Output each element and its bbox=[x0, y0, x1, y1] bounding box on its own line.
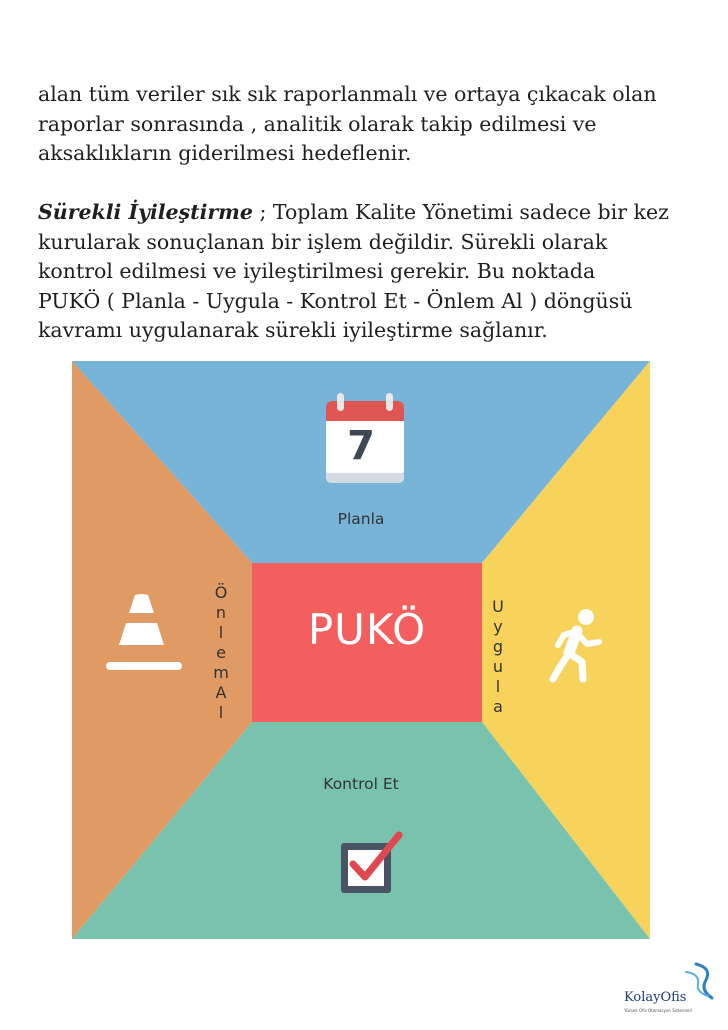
check-label: Kontrol Et bbox=[323, 775, 399, 793]
paragraph-intro bbox=[38, 80, 728, 169]
do-label-letter: l bbox=[495, 677, 501, 696]
text-line bbox=[38, 198, 728, 228]
center-label: PUKÖ bbox=[307, 605, 427, 654]
logo-tagline: Yüksek Ofis Otomasyon Sistemleri bbox=[624, 1008, 693, 1013]
calendar-day-number: 7 bbox=[347, 423, 375, 469]
act-label-letter: n bbox=[215, 603, 227, 622]
do-label bbox=[486, 597, 510, 717]
act-label-letter: m bbox=[213, 663, 229, 682]
do-label-letter: y bbox=[493, 617, 503, 636]
act-label-letter: Ö bbox=[214, 583, 228, 602]
text-line: kontrol edilmesi ve iyileştirilmesi gerekir. Bu noktada bbox=[38, 259, 596, 283]
logo-name: KolayOfis bbox=[624, 990, 687, 1005]
act-label-letter: e bbox=[216, 643, 226, 662]
text-line: raporlar sonrasında , analitik olarak takip edilmesi ve bbox=[38, 111, 597, 136]
text-line: aksaklıkların giderilmesi hedeflenir. bbox=[38, 141, 412, 165]
heading-rest: ; Toplam Kalite Yönetimi sadece bir kez bbox=[252, 200, 669, 224]
checkbox-checked-icon bbox=[341, 835, 399, 893]
pdca-diagram bbox=[72, 361, 650, 939]
section-heading: Sürekli İyileştirme bbox=[38, 200, 253, 224]
text-line: kavramı uygulanarak sürekli iyileştirme sağlanır. bbox=[38, 318, 548, 342]
act-label-letter: A bbox=[215, 683, 227, 702]
text-line: kurularak sonuçlanan bir işlem değildir. Sürekli olarak bbox=[38, 229, 608, 254]
paragraph-continuous-improvement bbox=[38, 198, 728, 346]
act-label-letter: l bbox=[218, 623, 224, 642]
do-label-letter: g bbox=[492, 637, 504, 656]
do-label-letter: u bbox=[492, 657, 504, 676]
kolayofis-logo bbox=[624, 962, 724, 1024]
act-label bbox=[209, 583, 233, 723]
text-line: alan tüm veriler sık sık raporlanmalı ve ortaya çıkacak olan bbox=[38, 82, 657, 106]
act-label-letter: l bbox=[218, 703, 224, 722]
plan-label: Planla bbox=[337, 510, 385, 528]
do-label-letter: a bbox=[493, 697, 503, 716]
text-line: PUKÖ ( Planla - Uygula - Kontrol Et - Önlem Al ) döngüsü bbox=[38, 288, 633, 313]
do-label-letter: U bbox=[492, 597, 504, 616]
